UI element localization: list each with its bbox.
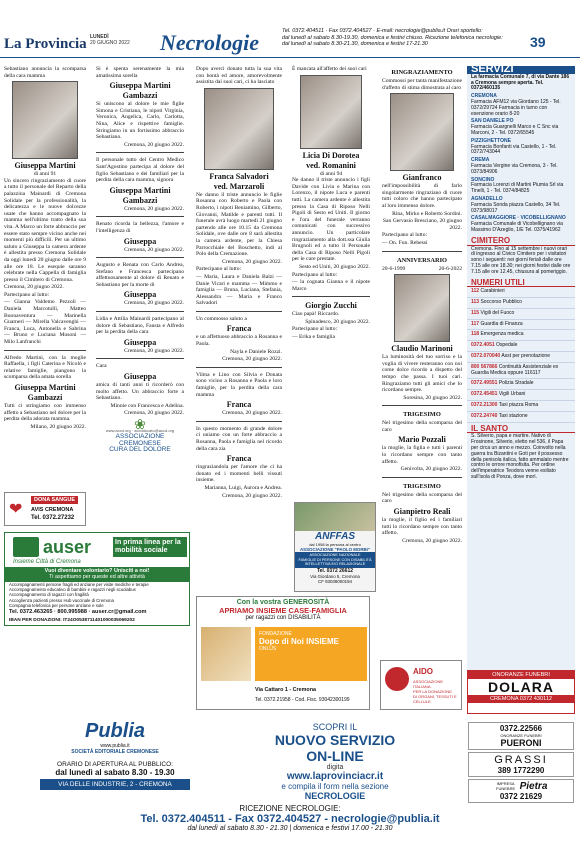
- auser-call: Vuoi diventare volontario? Unisciti a noi!: [44, 568, 150, 574]
- useful-number: [467, 298, 575, 309]
- divider: [96, 257, 184, 258]
- avis-tel: Tel. 0372.27232: [31, 515, 75, 521]
- dolara-name[interactable]: DOLARA: [488, 679, 554, 695]
- fondazione-name: FONDAZIONE: [259, 631, 292, 637]
- issue-date: [90, 34, 130, 46]
- fondazione-address: Via Cattaro 1 - Cremona: [255, 687, 317, 693]
- accd-site: www.accd.org · accdducato@accd.org: [105, 427, 175, 433]
- useful-number: [467, 401, 575, 412]
- participants-list: — On. Fun. Rebessi: [382, 239, 428, 246]
- pueroni-tel: 0372.22566: [499, 724, 543, 733]
- participants-list: — la cognata Gianna e il nipote Marco: [292, 279, 370, 292]
- number-label: Vigili del Fuoco: [480, 309, 515, 316]
- deceased-name: Claudio Marinoni: [391, 344, 453, 354]
- obituary-intro: Si è spenta serenamente la mia amatissima sorella: [96, 66, 184, 79]
- participants-list: — Gianna Valdemo Pezzoli — Daniela Marcotulli, Matteo Buonaventura — Marinella Guarneri — Mirella Valcavenghi — Franca, Luca, Antonella e Sabrina — Bruno e Luciana Musoni — Milo Lanfranchi: [4, 299, 86, 346]
- number-label: Vigili Urbani: [498, 391, 526, 398]
- issue-date-text: 20 GIUGNO 2022: [90, 40, 130, 46]
- obituary-signature: Nayla e Daniele Rozzi.: [230, 348, 282, 355]
- auser-call-box: [5, 567, 189, 582]
- deceased-name: Giuseppa Martini: [14, 383, 76, 392]
- slogan-line: ON-LINE: [306, 748, 364, 764]
- deceased-age: di anni 91: [33, 171, 57, 178]
- slogan-line: digita: [326, 764, 344, 771]
- deceased-name: ved. Romanini: [306, 160, 356, 170]
- cimitero-heading: CIMITERO: [467, 235, 575, 246]
- trigesimo-heading: TRIGESIMO: [403, 411, 441, 419]
- fondazione-photo: [201, 627, 251, 681]
- useful-number: [467, 352, 575, 363]
- slogan-line: e compila il form nella sezione: [281, 782, 389, 791]
- deceased-name: Franca: [226, 454, 252, 464]
- cimitero-text: Cremona. Fino al 15 settembre i nuovi orari di ingresso al Civico Cimitero per i visitatori sono i seguenti: nei giorni feriali dalle ore 7.15 alle ore 18.30; nei giorni festivi dalle ore 7.15 alle ore 12.45, chiusura al pomeriggio.: [471, 245, 571, 275]
- anffas-photo: [295, 503, 375, 531]
- obituary-text: la moglie, il figlio ed i familiari tutti lo ricordano sempre con tanto affetto.: [382, 517, 462, 537]
- obituary-photo: [204, 88, 274, 170]
- obituary-date: Cremona, 20 giugno 2022.: [124, 410, 184, 417]
- santo-heading: IL SANTO: [467, 423, 575, 434]
- obituary-signature: Rina, Mirko e Roberto Sordini.: [392, 210, 462, 217]
- servizi-place: PIZZIGHETTONE: [471, 137, 511, 144]
- grassi-name: GRASSI: [494, 754, 548, 766]
- obituary-text: e un affettuoso abbraccio a Rosanna e Paola.: [196, 334, 282, 348]
- publia-slogan: [220, 722, 450, 801]
- servizi-text: Farmacia Vergine via Cremona, 3 - Tel. 0373/84906: [471, 162, 558, 175]
- number: 113: [471, 299, 480, 306]
- anffas-address: Via Giordano 5, Cremona: [310, 573, 360, 579]
- obituary-date: Cremona, 20 giugno 2022.: [124, 141, 184, 148]
- servizi-text: Farmacia Sonda piazza Castello, 34 Tel. 0373/98017: [471, 201, 561, 214]
- publia-sub: SOCIETÀ EDITORIALE CREMONESE: [71, 749, 159, 755]
- divider: [96, 311, 184, 312]
- anffas-logo: ANFFAS: [315, 531, 355, 542]
- servizi-place: AGNADELLO: [471, 195, 503, 202]
- deceased-name: Giuseppa: [123, 337, 157, 347]
- divider: [96, 358, 184, 359]
- auser-logo: auser: [43, 537, 92, 557]
- servizi-sidebar: [467, 63, 575, 714]
- divider: [382, 251, 462, 252]
- publia-hours: dal lunedì al sabato 8.30 - 19.30: [55, 768, 175, 777]
- obituary-signature: Marianna, Luigi, Aurora e Andrea.: [204, 484, 282, 491]
- auser-slogan: Insieme Città di Cremona: [13, 559, 81, 565]
- anniversario-heading: ANNIVERSARIO: [396, 256, 448, 264]
- obituary-text: Cara: [96, 363, 107, 370]
- publia-hours-label: ORARIO DI APERTURA AL PUBBLICO:: [57, 761, 173, 768]
- avis-org: AVIS CREMONA: [31, 507, 74, 513]
- anffas-tel: Tel. 0372 26612: [316, 567, 354, 574]
- deceased-name: Gianpietro Reali: [393, 507, 451, 517]
- section-title: Necrologie: [160, 30, 259, 55]
- obituary-text: Il personale tutto del Centro Medico Sant'Agostino partecipa al dolore del figlio Sebastiano e dei familiari per la perdita della cara mamma, signora: [96, 157, 184, 184]
- obituary-signature: Minnie con Francesca e Adelina.: [110, 402, 184, 409]
- obituary-text: Tutti ci stringiamo con immenso affetto a Sebastiano nel dolore per la perdita della adorata mamma.: [4, 403, 86, 423]
- servizi-place: SONCINO: [471, 176, 495, 183]
- useful-number: [467, 379, 575, 390]
- auser-iban: IBAN PER DONAZIONI: IT24O0538711401000035069202: [9, 618, 135, 623]
- obituary-text: Alfredo Martini, con la moglie Raffaella, i figli Caterina e Nicolò e relative famiglie, piangono la scomparsa della amata sorella: [4, 354, 86, 381]
- divider: [4, 350, 86, 351]
- accd-ad[interactable]: [96, 416, 184, 454]
- grassi-tel: 389 1772290: [497, 766, 545, 775]
- deceased-name: Gambazzi: [122, 91, 158, 101]
- deceased-name: Giorgio Zucchi: [305, 301, 357, 311]
- obituary-photo: [390, 93, 454, 171]
- other-onoranze: [468, 722, 574, 803]
- obituary-text: Vilma e Lino con Silvia e Donata sono vicino a Rosanna e Paola e loro famiglie, per la perdita della cara mamma: [196, 371, 282, 398]
- anffas-line: FAMIGLIE DI PERSONE CON DISABILITÀ: [298, 557, 372, 562]
- obituary-text: Un sincero ringraziamento di cuore a tutto il personale del Reparto della palazzina Mainardi di Cremona Solidale per la professionalità, la delicatezza e le nuove dolcezze usate che hanno accompagnato la mamma nell'ultimo tratto della sua vita. A Marco un forte abbraccio per essere stato sempre vicino anche nei momenti più difficili. Per un ultimo saluto a Giuseppa la camera ardente è allestita presso Cremona Solidale da oggi lunedì 20 giugno dalle ore 9 alle ore 18. Le esequie saranno celebrate nella Cappella di famiglia presso il Cimitero di Cremona.: [4, 177, 86, 283]
- obituary-column-4: [292, 66, 370, 342]
- anffas-sub: dal 1958 la persona al centro: [309, 542, 361, 547]
- deceased-name: ved. Marzaroli: [213, 181, 265, 191]
- publia-address: VIA DELLE INDUSTRIE, 2 - CREMONA: [40, 779, 190, 790]
- anffas-line: INTELLETTIVA E/O RELAZIONALE: [304, 562, 366, 567]
- obituary-date: Soresina, 20 giugno 2022.: [403, 394, 462, 401]
- anniversary-years: [382, 266, 462, 273]
- useful-number: [467, 341, 575, 352]
- useful-number: [467, 330, 575, 341]
- accd-logo-icon: ❀: [134, 416, 146, 432]
- pueroni-sub: ONORANZE FUNEBRI: [500, 733, 542, 738]
- obituary-date: Genivolta, 20 giugno 2022.: [400, 466, 462, 473]
- slogan-line: SCOPRI IL: [312, 722, 358, 732]
- number-label: Taxi piazza Roma: [498, 402, 539, 409]
- number: 800 567866: [471, 363, 498, 370]
- deceased-name: Giuseppa: [123, 290, 157, 300]
- deceased-name: Gambazzi: [27, 393, 63, 402]
- dolara-tel: CREMONA 0372 430112: [468, 695, 574, 703]
- obituary-date: Cremona, 20 giugno 2022.: [124, 347, 184, 354]
- deceased-name: Licia Di Dorotea: [302, 150, 360, 160]
- fondazione-logo-box: [255, 627, 367, 681]
- auser-activity: Accompagnamento di ragazzi con fragilità: [9, 592, 89, 598]
- auser-ad[interactable]: [4, 532, 190, 626]
- obituary-text: Commossi per tanta manifestazione d'affetto di stima dimostrata al caro: [382, 78, 463, 91]
- pietra-sub: IMPRESA FUNEBRE: [496, 781, 516, 791]
- deceased-name: Franca: [226, 324, 252, 334]
- year-from: 20-6-1999: [382, 265, 406, 272]
- grassi-ad[interactable]: [468, 752, 574, 777]
- number: 115: [471, 309, 480, 316]
- useful-number: [467, 320, 575, 331]
- auser-activity: Accoglienza pazienti presso Hub vaccinale di Cremona: [9, 597, 114, 603]
- aido-sub-line: PER LA DONAZIONE: [413, 689, 452, 694]
- accd-sub: CURA DEL DOLORE: [109, 446, 171, 454]
- ringraziamento-heading: RINGRAZIAMENTO: [391, 69, 453, 76]
- number: 0372.45451: [471, 391, 498, 398]
- number-label: Soccorso Pubblico: [480, 299, 522, 306]
- obituary-date: Cremona, 20 giugno 2022.: [124, 246, 184, 253]
- fondazione-middle: APRIAMO INSIEME CASE-FAMIGLIA: [219, 606, 347, 615]
- obituary-intro: Sebastiano annuncia la scomparsa della cara mamma: [4, 66, 86, 79]
- fondazione-sub: ONLUS: [259, 646, 277, 652]
- deceased-name: Giuseppa Martini: [109, 81, 171, 91]
- header-info-line: Tel. 0372.404511 · Fax 0372.404527 · E-mail: necrologie@publia.it Orari sportello:: [282, 28, 483, 34]
- anffas-ad[interactable]: [294, 502, 376, 592]
- obituary-text: Si uniscono al dolore le mie figlie Simona e Cristiana, le nipoti Virginia, Veronica, Angelica, Carlo, Carlotta, Nina, Alice e rispettive famiglie. Stringiamo in un fortissimo abbraccio Sebastiano.: [96, 101, 184, 141]
- issue-day: LUNEDÌ: [90, 34, 109, 40]
- year-to: 20-6-2022: [438, 265, 462, 272]
- participants-label: Partecipano al lutto:: [292, 271, 338, 278]
- divider: [292, 296, 370, 297]
- pueroni-ad[interactable]: [468, 722, 574, 750]
- number-label: Taxi stazione: [498, 412, 528, 419]
- obituary-date: Cremona, 20 giugno 2022.: [402, 537, 462, 544]
- pietra-name: Pietra: [519, 781, 548, 792]
- aido-logo-icon: [385, 667, 409, 691]
- publia-logo: Publia: [84, 720, 145, 742]
- number: 112: [471, 288, 480, 295]
- deceased-name: Franca: [226, 400, 252, 410]
- slogan-line: NECROLOGIE: [304, 791, 366, 801]
- slogan-line: NUOVO SERVIZIO: [274, 732, 396, 748]
- obituary-text: Un commosso saluto a: [196, 315, 247, 322]
- obituary-text: ringraziandola per l'amore che ci ha donato ed i momenti belli vissuti insieme.: [196, 464, 282, 484]
- participants-label: Partecipano al lutto:: [4, 291, 50, 298]
- obituary-text: Augusto e Renata con Carlo Andrea, Stefano e Francesca partecipano affettuosamente al dolore di Renato e Sebastiano per la morte di: [96, 262, 184, 288]
- newspaper-logo[interactable]: La Provincia: [4, 36, 87, 52]
- number: 0372.4051: [471, 342, 495, 349]
- number-label: Continuità Assistenziale ex Guardia Medica oppure 116117: [471, 363, 559, 376]
- anffas-org: ASSOCIAZIONE "PAOLO MORBI": [300, 547, 370, 552]
- trigesimo-heading: TRIGESIMO: [403, 482, 441, 490]
- number-label: Guardia di Finanza: [480, 320, 523, 327]
- deceased-name: Mario Pozzali: [398, 435, 446, 445]
- divider: [196, 311, 282, 312]
- aido-sub: [413, 679, 461, 704]
- aido-name: AIDO: [413, 667, 433, 676]
- obituary-text: In questo momento di grande dolore ci uniamo con un forte abbraccio a Rosanna, Paola e famiglia nel ricordo della cara zia: [196, 425, 282, 452]
- deceased-name: Franca Salvadori: [209, 171, 269, 181]
- auser-logo-icon: [13, 537, 39, 557]
- pietra-ad[interactable]: [468, 779, 574, 803]
- obituary-date: Cremona, 20 giugno 2022.: [222, 258, 282, 265]
- divider: [382, 405, 462, 406]
- obituary-date: Cremona, 20 giugno 2022.: [4, 284, 64, 291]
- fondazione-ad[interactable]: [196, 596, 370, 710]
- obituary-date: Cremona, 20 giugno 2022.: [222, 356, 282, 363]
- aido-sub-line: ASSOCIAZIONE ITALIANA: [413, 679, 444, 689]
- obituary-text: Nel trigesimo della scomparsa del caro: [382, 491, 462, 505]
- obituary-date: Spinadesco, 20 giugno 2022.: [305, 318, 370, 325]
- onoranze-block: [467, 670, 575, 714]
- number: 118: [471, 331, 480, 338]
- servizi-place: CREMA: [471, 157, 490, 164]
- obituary-intro: Dopo averci donato tutta la sua vita con bontà ed amore, amorevolmente assistita dai suoi cari, ci ha lasciato: [196, 66, 282, 86]
- divider: [196, 421, 282, 422]
- auser-activity: Compagnia telefonica per persone anziane e sole: [9, 602, 104, 608]
- ricezione-hours: dal lunedì al sabato 8.30 - 21.30 | domenica e festivi 17.00 - 21.30: [187, 825, 393, 832]
- obituary-date: Milano, 20 giugno 2022.: [30, 423, 86, 430]
- servizi-text: Farmacia Comunale di Vicobellignano via Massimo D'Azeglio, 1/E Tel. 0375/41962: [471, 221, 563, 233]
- accd-name: ASSOCIAZIONE CREMONESE: [115, 433, 165, 447]
- divider: [382, 477, 462, 478]
- auser-tagline: In prima linea per la mobilità sociale: [113, 537, 187, 557]
- obituary-date: Sesto ed Uniti, 20 giugno 2022.: [298, 263, 370, 270]
- servizi-text: Farmacia Guargnelli Marco e C Snc via Marconi, 2 - Tel. 0372/65545: [471, 124, 559, 136]
- aido-ad[interactable]: [380, 660, 462, 710]
- header-info-line: dal lunedì al sabato 8.30-21.30, domenica e festivi 17-21.30: [282, 41, 428, 48]
- deceased-age: di anni 94: [319, 170, 343, 177]
- auser-call2: Ti aspettiamo per queste ed altre attività: [49, 574, 145, 581]
- obituary-text: amica di tanti anni ti ricorderò con molto affetto. Un abbraccio forte a Sebastiano.: [96, 382, 184, 402]
- servizi-place: CREMONA: [471, 93, 497, 100]
- pietra-tel: 0372 21629: [499, 792, 543, 801]
- obituary-column-2: [96, 66, 184, 454]
- number-label: Ospedale: [496, 342, 518, 349]
- publia-logo-block[interactable]: [40, 720, 190, 790]
- publia-contacts-bar: [0, 804, 580, 832]
- deceased-name: Giuseppa Martini: [109, 185, 171, 195]
- fondazione-name2: Dopo di Noi INSIEME: [259, 637, 339, 646]
- servizi-text: Farmacia Lorenzi di Martini Piumia Srl via Tinelli, 1 - Tel. 0374/84825: [471, 182, 564, 195]
- obituary-column-1: [4, 66, 86, 431]
- auser-activity: Accompagnamento educativo di bambini e ragazzi negli scuolabus: [9, 587, 136, 593]
- divider: [196, 367, 282, 368]
- obituary-date: Cremona, 20 giugno 2022.: [222, 410, 282, 417]
- obituary-column-3: [196, 66, 282, 500]
- obituary-text: La luminosità del tuo sorriso e la voglia di vivere resteranno con noi come dolce ricordo a dispetto del tempo che passa. I tuoi cari. Ringraziamo tutti gli amici che lo ricordano sempre.: [382, 354, 462, 394]
- obituary-column-5: [382, 66, 462, 545]
- participants-label: Partecipano al lutto:: [196, 266, 242, 273]
- auser-activities: [9, 582, 149, 608]
- participants-list: — Maria, Laura e Daniela Balzi — Danie Vicari e mamma — Mimmo e famiglia — Bruna, Luciana, Stefania, Alessandra — Maria e Franco Salvadori: [196, 273, 282, 307]
- participants-label: Partecipano al lutto:: [292, 326, 338, 333]
- ricezione-contacts[interactable]: Tel. 0372.404511 - Fax 0372.404527 - necrologie@publia.it: [140, 813, 440, 825]
- obituary-text: Renato ricorda la bellezza, l'amore e l'intelligenza di: [96, 221, 184, 234]
- fondazione-top: Con la vostra GENEROSITÀ: [236, 599, 330, 606]
- servizi-place: SAN DANIELE PO: [471, 118, 514, 125]
- number-label: Asst per prenotazione: [501, 353, 550, 360]
- publia-url[interactable]: www.laprovinciacr.it: [286, 771, 384, 782]
- servizi-text: Farmacia AFM12 via Giordano 125 - Tel. 0372/29724 Farmacia in turno con esenzione orario 8-20: [471, 98, 561, 117]
- obituary-text: nell'impossibilità di farlo singolarmente ringraziano di cuore tutti coloro che hanno partecipato al loro immenso dolore.: [382, 183, 462, 209]
- anffas-line: ASSOCIAZIONE NAZIONALE: [309, 553, 361, 557]
- obituary-intro: È mancata all'affetto dei suoi cari: [292, 66, 367, 72]
- useful-number: [467, 412, 575, 423]
- obituary-date: Cremona, 20 giugno 2022.: [124, 205, 184, 212]
- header-contact-info: [282, 28, 522, 48]
- obituary-photo: [394, 274, 450, 342]
- pueroni-name: PUERONI: [500, 738, 542, 748]
- auser-activity: Accompagnamenti persone fragili ed anziane per visite mediche e terapie: [9, 582, 149, 587]
- obituary-date: Cremona, 20 giugno 2022.: [124, 300, 184, 307]
- numeri-utili-heading: NUMERI UTILI: [467, 277, 575, 288]
- number: 0372.49551: [471, 380, 498, 387]
- anffas-desc: [295, 552, 375, 568]
- participants-label: Partecipano al lutto:: [382, 232, 428, 239]
- onoranze-heading: ONORANZE FUNEBRI: [468, 671, 574, 679]
- anffas-cf: CF 93038000194: [318, 578, 352, 584]
- number: 0372.24740: [471, 412, 498, 419]
- avis-ad[interactable]: [4, 492, 86, 526]
- number: 117: [471, 320, 480, 327]
- blood-drop-icon: ❤: [9, 501, 23, 518]
- useful-number: [467, 309, 575, 320]
- obituary-text: Ne danno il triste annuncio le figlie Rosanna con Roberto e Paola con Roberto, i nipoti Beniamino, Gilberto, Giovanni, Matilde e parenti tutti. Il funerale avrà luogo martedì 21 giugno partendo alle ore 10.15 da Cremona Solidale, ove dalle ore 8 sarà allestita la camera ardente, per la Chiesa Parrocchiale del Boschetto, indi al Polo della Cremazione.: [196, 191, 282, 258]
- participants-list: — Erika e famiglia: [292, 334, 336, 341]
- obituary-date: Cremona, 20 giugno 2022.: [222, 492, 282, 499]
- obituary-text: Ne danno il triste annuncio i figli Davide con Livia e Marina con Lorenzo, il nipote Luca e parenti tutti. La camera ardente è allestita presso la Casa di Riposo Nelli Pigoli di Sesto ed Uniti. Il giorno e l'ora del funerale verranno comunicati con successivo annuncio. Un particolare ringraziamento alla dott.ssa Giulia Brugnoli ed a tutto il Personale della Casa di Riposo Nelli Pigoli per le cure prestate.: [292, 177, 370, 263]
- publia-footer: [0, 718, 580, 842]
- obituary-photo: [12, 81, 78, 159]
- deceased-name: Gambazzi: [122, 195, 158, 205]
- obituary-photo: [300, 75, 362, 149]
- deceased-name: Giuseppa: [123, 372, 157, 382]
- obituary-text: Nel trigesimo della scomparsa del caro: [382, 420, 462, 433]
- number: 0372.070040: [471, 353, 501, 360]
- page-header: [0, 0, 580, 58]
- obituary-text: Ciao papà! Riccardo.: [292, 311, 340, 318]
- deceased-name: Giuseppa: [123, 236, 157, 246]
- divider: [96, 216, 184, 217]
- obituary-date: San Gervasio Bresciano, 20 giugno 2022.: [382, 218, 462, 231]
- obituary-text: la moglie, la figlia e tutti i parenti lo ricordano sempre con tanto affetto.: [382, 445, 462, 465]
- servizi-title: SERVIZI: [467, 66, 575, 74]
- number-label: Emergenza medica: [480, 331, 524, 338]
- obituary-text: Lidia e Attilia Mainardi partecipano al dolore di Sebastiano, Fausta e Alfredo per la perdita della cara: [96, 316, 184, 336]
- servizi-text: Farmacia Bonfanti via Castello, 1 - Tel. 0372/743044: [471, 143, 557, 156]
- page-number: 39: [530, 34, 546, 50]
- servizi-intro: La farmacia Comunale 7, di via Dante 186 a Cremona sempre aperta. Tel. 0372/460135: [471, 73, 570, 92]
- useful-number: [467, 363, 575, 380]
- divider: [96, 152, 184, 153]
- useful-number: [467, 390, 575, 401]
- servizi-place: CASALMAGGIORE · VICOBELLIGNANO: [471, 215, 566, 222]
- number-label: Carabinieri: [480, 288, 505, 295]
- fondazione-middle2: per ragazzi con DISABILITÀ: [245, 615, 321, 621]
- publia-site: www.publia.it: [100, 743, 130, 749]
- ricezione-label: RICEZIONE NECROLOGIE:: [239, 804, 341, 813]
- deceased-name: Gianfranco: [402, 173, 442, 183]
- useful-number: [467, 287, 575, 298]
- number: 0372.21300: [471, 402, 498, 409]
- fondazione-tel: Tel. 0372.21958 - Cod. Fisc. 93042300199: [255, 697, 350, 703]
- auser-tel: Tel. 0372.463265 · 800.995988 · auser.cr@gmail.com: [9, 609, 147, 615]
- aido-sub-line: DI ORGANI, TESSUTI E CELLULE: [413, 694, 457, 704]
- avis-label: DONA SANGUE: [31, 496, 78, 504]
- deceased-name: Giuseppa Martini: [14, 161, 76, 171]
- santo-text: S. Silverio, papa e martire. Nativo di Frosinone, Silverio, eletto nel 536, il Papa per circa un anno e mezzo. Coinvolto nella guerra tra Bizantini e Goti per il possesso della penisola italica, fatto ammalato mentre contro le orrore monofisita. Per ordine dell'imperatrice Teodora venne esiliato sull'isola di Ponza, dove morì.: [471, 433, 569, 481]
- header-info-line: dal lunedì al sabato 8.30-19.30, domenica e festivi chiuso. Ricezione telefonica necrologie:: [282, 34, 503, 41]
- number-label: Polizia Stradale: [498, 380, 534, 387]
